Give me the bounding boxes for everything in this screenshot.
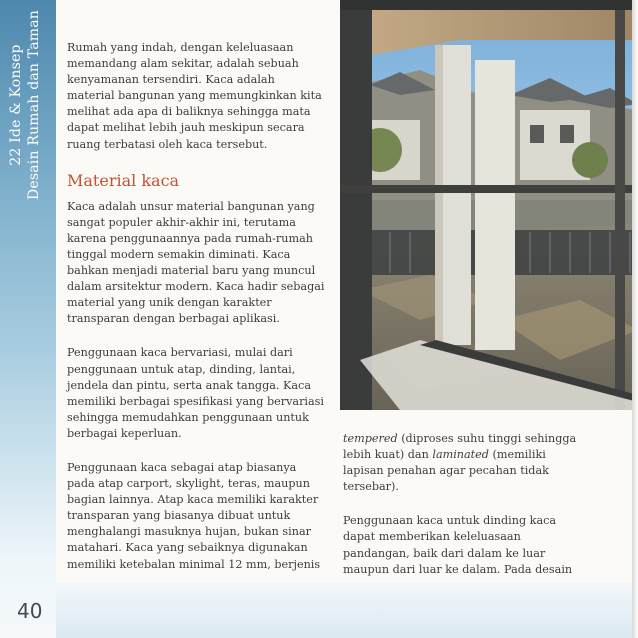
photo-illustration bbox=[340, 0, 638, 410]
right-paragraph-1-mid: (diproses suhu tinggi sehingga lebih kuat) dan bbox=[343, 432, 577, 462]
running-head-line2: Desain Rumah dan Taman bbox=[26, 9, 42, 201]
section-heading: Material kaca bbox=[67, 170, 180, 190]
right-paragraph-1 bbox=[343, 431, 588, 495]
intro-paragraph: Rumah yang indah, dengan keleluasaan memandang alam sekitar, adalah sebuah kenyamanan tersendiri. Kaca adalah material bangunan yang memungkinkan kita melihat ada apa di baliknya sehingga mata dapat melihat lebih jauh meskipun secara ruang terbatasi oleh kaca tersebut. bbox=[67, 41, 322, 151]
body-paragraph-3: Penggunaan kaca sebagai atap biasanya pada atap carport, skylight, teras, maupun bagian lainnya. Atap kaca memiliki karakter transparan yang biasanya dibuat untuk menghalangi masuknya hujan, bukan sinar matahari. Kaca yang sebaiknya digunakan memiliki ketebalan minimal 12 mm, berjenis bbox=[67, 460, 321, 571]
term-tempered: tempered bbox=[343, 432, 398, 445]
body-paragraph-2: Penggunaan kaca bervariasi, mulai dari penggunaan untuk atap, dinding, lantai, jendela dan pintu, serta anak tangga. Kaca memiliki berbagai spesifikasi yang bervariasi sehingga memudahkan penggunaan untuk berbagai keperluan. bbox=[67, 346, 324, 440]
page-edge bbox=[632, 0, 638, 638]
page-number: 40 bbox=[17, 599, 43, 623]
term-laminated: laminated bbox=[432, 448, 489, 462]
running-head-line1: 22 Ide & Konsep bbox=[8, 44, 24, 166]
sidebar-band bbox=[0, 0, 56, 638]
left-column bbox=[67, 40, 325, 591]
right-paragraph-2: Penggunaan kaca untuk dinding kaca dapat memberikan keleluasaan pandangan, baik dari dalam ke luar maupun dari luar ke dalam. Pada desain bbox=[343, 514, 573, 576]
glass-terrace-photo bbox=[340, 0, 638, 410]
body-paragraph-1: Kaca adalah unsur material bangunan yang sangat populer akhir-akhir ini, terutama karena penggunaannya pada rumah-rumah tinggal modern semakin diminati. Kaca bahkan menjadi material baru yang muncul dalam arsitektur modern. Kaca hadir sebagai material yang unik dengan karakter transparan dengan berbagai aplikasi. bbox=[67, 199, 325, 326]
running-head bbox=[7, 5, 51, 205]
right-column bbox=[343, 431, 588, 596]
right-paragraph-1-end: (memiliki lapisan penahan agar pecahan tidak tersebar). bbox=[343, 448, 549, 494]
